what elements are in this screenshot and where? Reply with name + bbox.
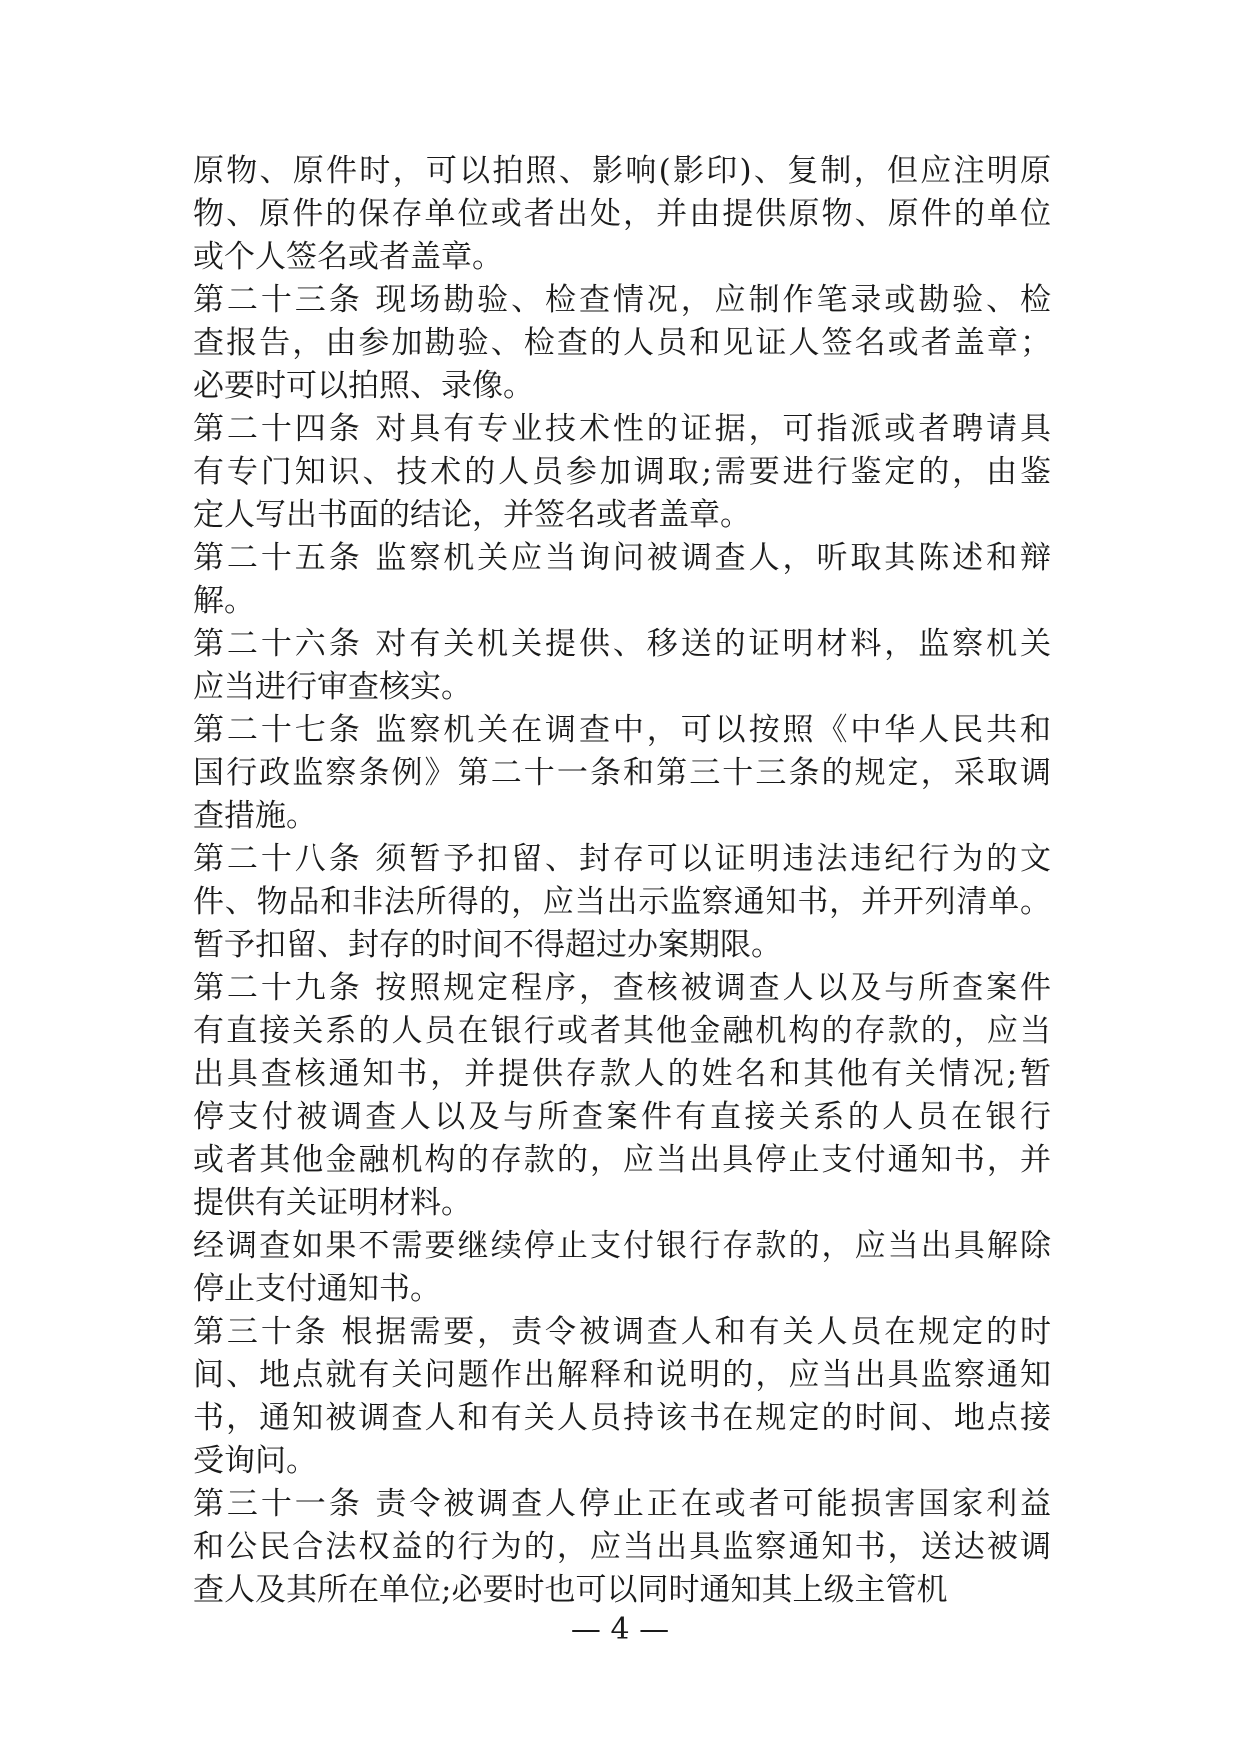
document-body: [193, 150, 1051, 1612]
text-line: 第二十五条 监察机关应当询问被调查人，听取其陈述和辩: [193, 540, 1051, 576]
text-line: 物、原件的保存单位或者出处，并由提供原物、原件的单位: [193, 196, 1051, 232]
text-line: 第二十三条 现场勘验、检查情况，应制作笔录或勘验、检: [193, 282, 1051, 318]
text-line: 查措施。: [193, 798, 317, 834]
text-line: 必要时可以拍照、录像。: [193, 368, 534, 404]
text-line: 解。: [193, 583, 255, 619]
text-line: 定人写出书面的结论，并签名或者盖章。: [193, 497, 751, 533]
text-line: 应当进行审查核实。: [193, 669, 472, 705]
text-line: 第二十六条 对有关机关提供、移送的证明材料，监察机关: [193, 626, 1051, 662]
article-29-continued: [193, 1225, 1051, 1311]
text-line: 受询问。: [193, 1443, 317, 1479]
text-line: 第二十七条 监察机关在调查中，可以按照《中华人民共和: [193, 712, 1051, 748]
text-line: 停支付被调查人以及与所查案件有直接关系的人员在银行: [193, 1099, 1051, 1135]
article-29: [193, 967, 1051, 1225]
article-31: [193, 1483, 1051, 1612]
article-27: [193, 709, 1051, 838]
article-24: [193, 408, 1051, 537]
text-line: 经调查如果不需要继续停止支付银行存款的，应当出具解除: [193, 1228, 1051, 1264]
text-line: 第二十八条 须暂予扣留、封存可以证明违法违纪行为的文: [193, 841, 1051, 877]
text-line: 停止支付通知书。: [193, 1271, 441, 1307]
text-line: 第三十一条 责令被调查人停止正在或者可能损害国家利益: [193, 1486, 1051, 1522]
text-line: 件、物品和非法所得的，应当出示监察通知书，并开列清单。: [193, 884, 1051, 920]
text-line: 出具查核通知书，并提供存款人的姓名和其他有关情况;暂: [193, 1056, 1051, 1092]
article-23: [193, 279, 1051, 408]
text-line: 查人及其所在单位;必要时也可以同时通知其上级主管机: [193, 1572, 948, 1608]
text-line: 或个人签名或者盖章。: [193, 239, 503, 275]
text-line: 间、地点就有关问题作出解释和说明的，应当出具监察通知: [193, 1357, 1051, 1393]
text-line: 有专门知识、技术的人员参加调取;需要进行鉴定的，由鉴: [193, 454, 1051, 490]
text-line: 第二十九条 按照规定程序，查核被调查人以及与所查案件: [193, 970, 1051, 1006]
text-line: 和公民合法权益的行为的，应当出具监察通知书，送达被调: [193, 1529, 1051, 1565]
text-line: 暂予扣留、封存的时间不得超过办案期限。: [193, 927, 782, 963]
text-line: 查报告，由参加勘验、检查的人员和见证人签名或者盖章；: [193, 325, 1051, 361]
article-30: [193, 1311, 1051, 1483]
text-line: 提供有关证明材料。: [193, 1185, 472, 1221]
text-line: 国行政监察条例》第二十一条和第三十三条的规定，采取调: [193, 755, 1051, 791]
article-28: [193, 838, 1051, 967]
article-25: [193, 537, 1051, 623]
text-line: 或者其他金融机构的存款的，应当出具停止支付通知书，并: [193, 1142, 1051, 1178]
article-26: [193, 623, 1051, 709]
text-line: 有直接关系的人员在银行或者其他金融机构的存款的，应当: [193, 1013, 1051, 1049]
text-line: 书，通知被调查人和有关人员持该书在规定的时间、地点接: [193, 1400, 1051, 1436]
page-number: — 4 —: [570, 1612, 670, 1647]
paragraph-continuation: [193, 150, 1051, 279]
text-line: 第三十条 根据需要，责令被调查人和有关人员在规定的时: [193, 1314, 1051, 1350]
text-line: 原物、原件时，可以拍照、影响(影印)、复制，但应注明原: [193, 153, 1051, 189]
text-line: 第二十四条 对具有专业技术性的证据，可指派或者聘请具: [193, 411, 1051, 447]
